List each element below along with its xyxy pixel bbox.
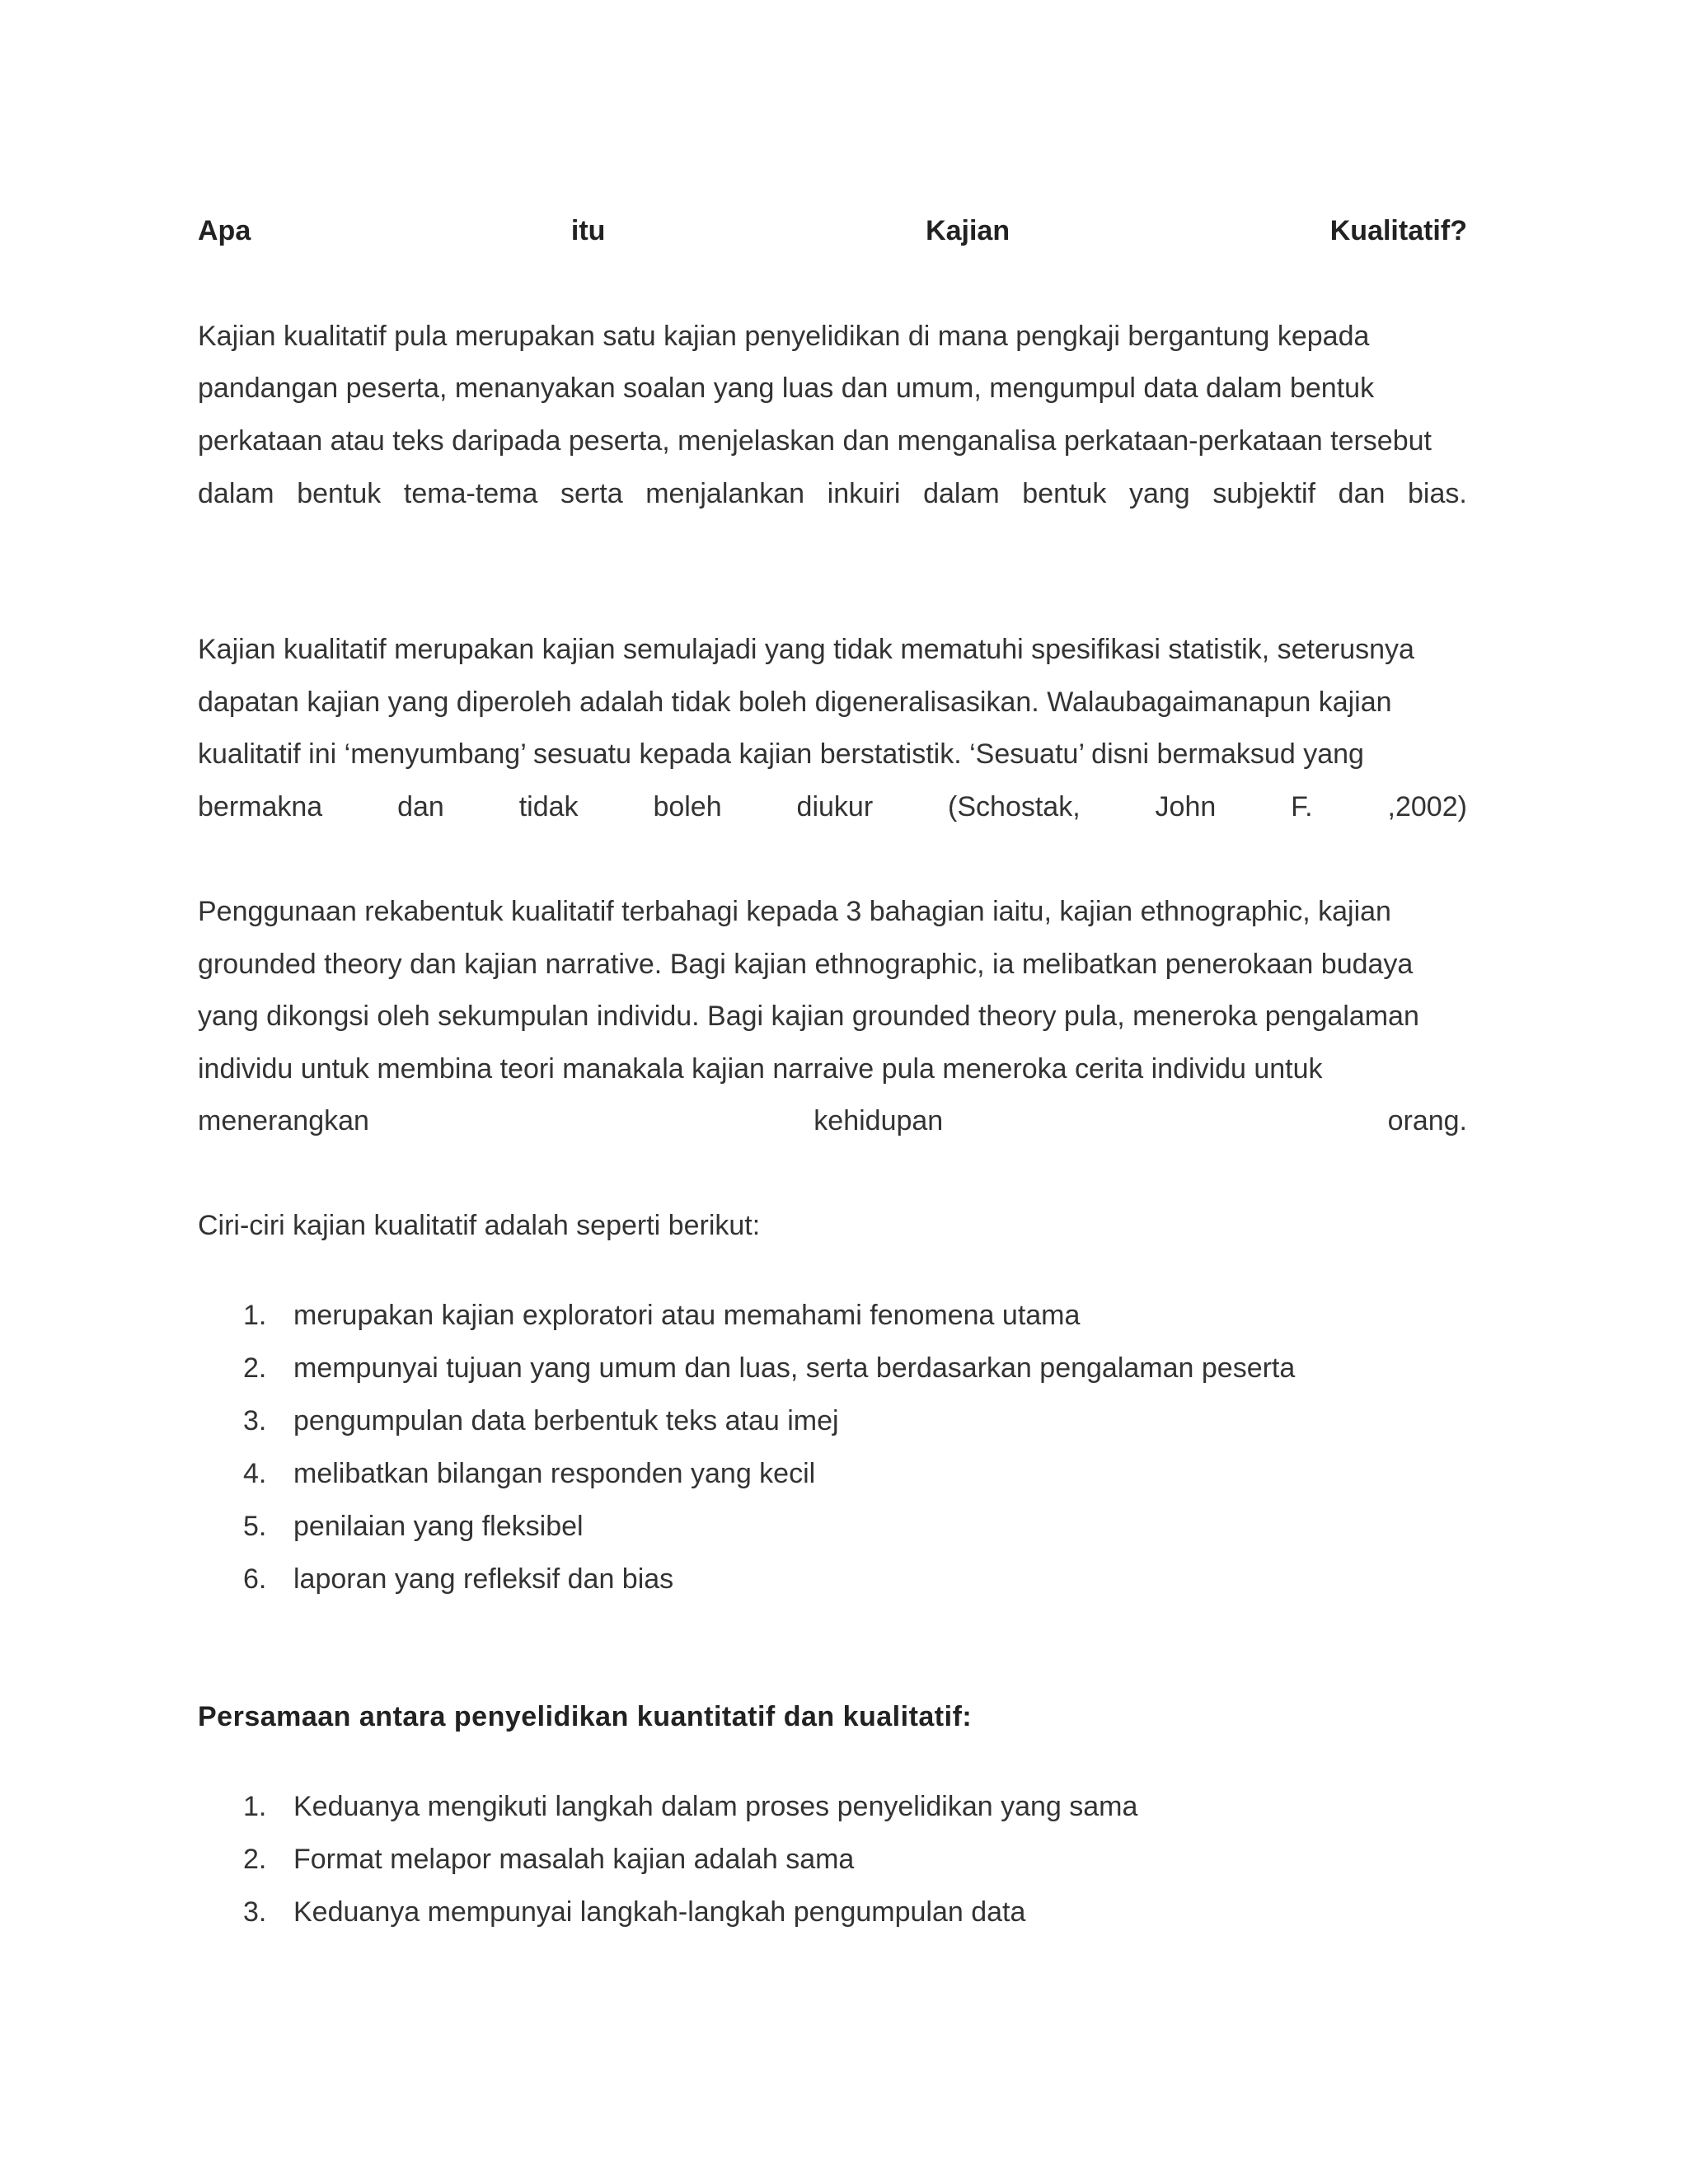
word: F. xyxy=(1291,791,1313,823)
list-text: mempunyai tujuan yang umum dan luas, serta berdasarkan pengalaman peserta xyxy=(293,1352,1296,1384)
paragraph-line: individu untuk membina teori manakala kajian narraive pula meneroka cerita individu untuk xyxy=(198,1053,1323,1085)
word: subjektif xyxy=(1212,478,1316,509)
paragraph-line: perkataan atau teks daripada peserta, menjelaskan dan menganalisa perkataan-perkataan tersebut xyxy=(198,425,1432,457)
list-number: 6. xyxy=(243,1563,267,1595)
word: bias. xyxy=(1408,478,1467,509)
list-item xyxy=(198,1510,1467,1563)
paragraph-line: Kajian kualitatif merupakan kajian semulajadi yang tidak mematuhi spesifikasi statistik, seterusnya xyxy=(198,634,1414,665)
list-text: merupakan kajian exploratori atau memahami fenomena utama xyxy=(293,1300,1081,1331)
title-word: Apa xyxy=(198,215,251,246)
ciri-list xyxy=(198,1299,1467,1615)
list-number: 1. xyxy=(243,1300,267,1331)
title-word: Kualitatif? xyxy=(1329,215,1467,246)
list-text: pengumpulan data berbentuk teks atau imej xyxy=(293,1405,839,1436)
word: dan xyxy=(1338,478,1386,509)
word: dan xyxy=(397,791,444,823)
word: diukur xyxy=(796,791,874,823)
list-text: penilaian yang fleksibel xyxy=(293,1511,584,1542)
word: orang. xyxy=(1387,1105,1467,1137)
word: kehidupan xyxy=(814,1105,944,1137)
word: serta xyxy=(560,478,623,509)
list-number: 3. xyxy=(243,1896,267,1928)
word: dalam xyxy=(923,478,1000,509)
persamaan-list xyxy=(198,1790,1467,1948)
list-number: 4. xyxy=(243,1458,267,1489)
paragraph-line: Kajian kualitatif pula merupakan satu kajian penyelidikan di mana pengkaji bergantung kepada xyxy=(198,321,1370,352)
word: inkuiri xyxy=(827,478,901,509)
paragraph-last-line xyxy=(198,477,1467,510)
title-word: itu xyxy=(570,215,606,246)
paragraph-line: grounded theory dan kajian narrative. Bagi kajian ethnographic, ia melibatkan penerokaan budaya xyxy=(198,949,1414,980)
word: dalam xyxy=(198,478,274,509)
list-text: laporan yang refleksif dan bias xyxy=(293,1563,674,1595)
list-text: Keduanya mengikuti langkah dalam proses penyelidikan yang sama xyxy=(293,1791,1138,1822)
list-item xyxy=(198,1457,1467,1510)
word: ,2002) xyxy=(1387,791,1467,823)
paragraph-line: Penggunaan rekabentuk kualitatif terbahagi kepada 3 bahagian iaitu, kajian ethnographic, kajian xyxy=(198,896,1391,927)
list-text: melibatkan bilangan responden yang kecil xyxy=(293,1458,816,1489)
word: yang xyxy=(1128,478,1190,509)
word: tidak xyxy=(518,791,579,823)
page-title xyxy=(198,214,1467,247)
list-text: Format melapor masalah kajian adalah sama xyxy=(293,1844,855,1875)
list-item xyxy=(198,1352,1467,1404)
list-item xyxy=(198,1790,1467,1843)
word: boleh xyxy=(653,791,722,823)
word: menerangkan xyxy=(198,1105,369,1137)
list-number: 3. xyxy=(243,1405,267,1436)
list-item xyxy=(198,1896,1467,1948)
word: John xyxy=(1155,791,1217,823)
paragraph-line: dapatan kajian yang diperoleh adalah tidak boleh digeneralisasikan. Walaubagaimanapun kajian xyxy=(198,687,1392,718)
list-text: Keduanya mempunyai langkah-langkah pengumpulan data xyxy=(293,1896,1026,1928)
word: menjalankan xyxy=(645,478,805,509)
word: tema-tema xyxy=(403,478,538,509)
ciri-intro: Ciri-ciri kajian kualitatif adalah seperti berikut: xyxy=(198,1210,761,1241)
list-number: 1. xyxy=(243,1791,267,1822)
paragraph-last-line xyxy=(198,790,1467,823)
list-item xyxy=(198,1563,1467,1615)
word: (Schostak, xyxy=(948,791,1081,823)
title-word: Kajian xyxy=(926,215,1010,246)
section-heading: Persamaan antara penyelidikan kuantitatif dan kualitatif: xyxy=(198,1701,973,1732)
list-number: 5. xyxy=(243,1511,267,1542)
list-item xyxy=(198,1299,1467,1352)
list-item xyxy=(198,1843,1467,1896)
paragraph-line: yang dikongsi oleh sekumpulan individu. Bagi kajian grounded theory pula, meneroka pengalaman xyxy=(198,1001,1419,1032)
paragraph-last-line xyxy=(198,1104,1467,1137)
word: bentuk xyxy=(297,478,382,509)
list-number: 2. xyxy=(243,1352,267,1384)
list-item xyxy=(198,1404,1467,1457)
document-page xyxy=(198,0,1467,2184)
list-number: 2. xyxy=(243,1844,267,1875)
word: bentuk xyxy=(1022,478,1107,509)
paragraph-line: kualitatif ini ‘menyumbang’ sesuatu kepada kajian berstatistik. ‘Sesuatu’ disni bermaksud yang xyxy=(198,738,1364,770)
word: bermakna xyxy=(198,791,323,823)
paragraph-line: pandangan peserta, menanyakan soalan yang luas dan umum, mengumpul data dalam bentuk xyxy=(198,373,1375,404)
